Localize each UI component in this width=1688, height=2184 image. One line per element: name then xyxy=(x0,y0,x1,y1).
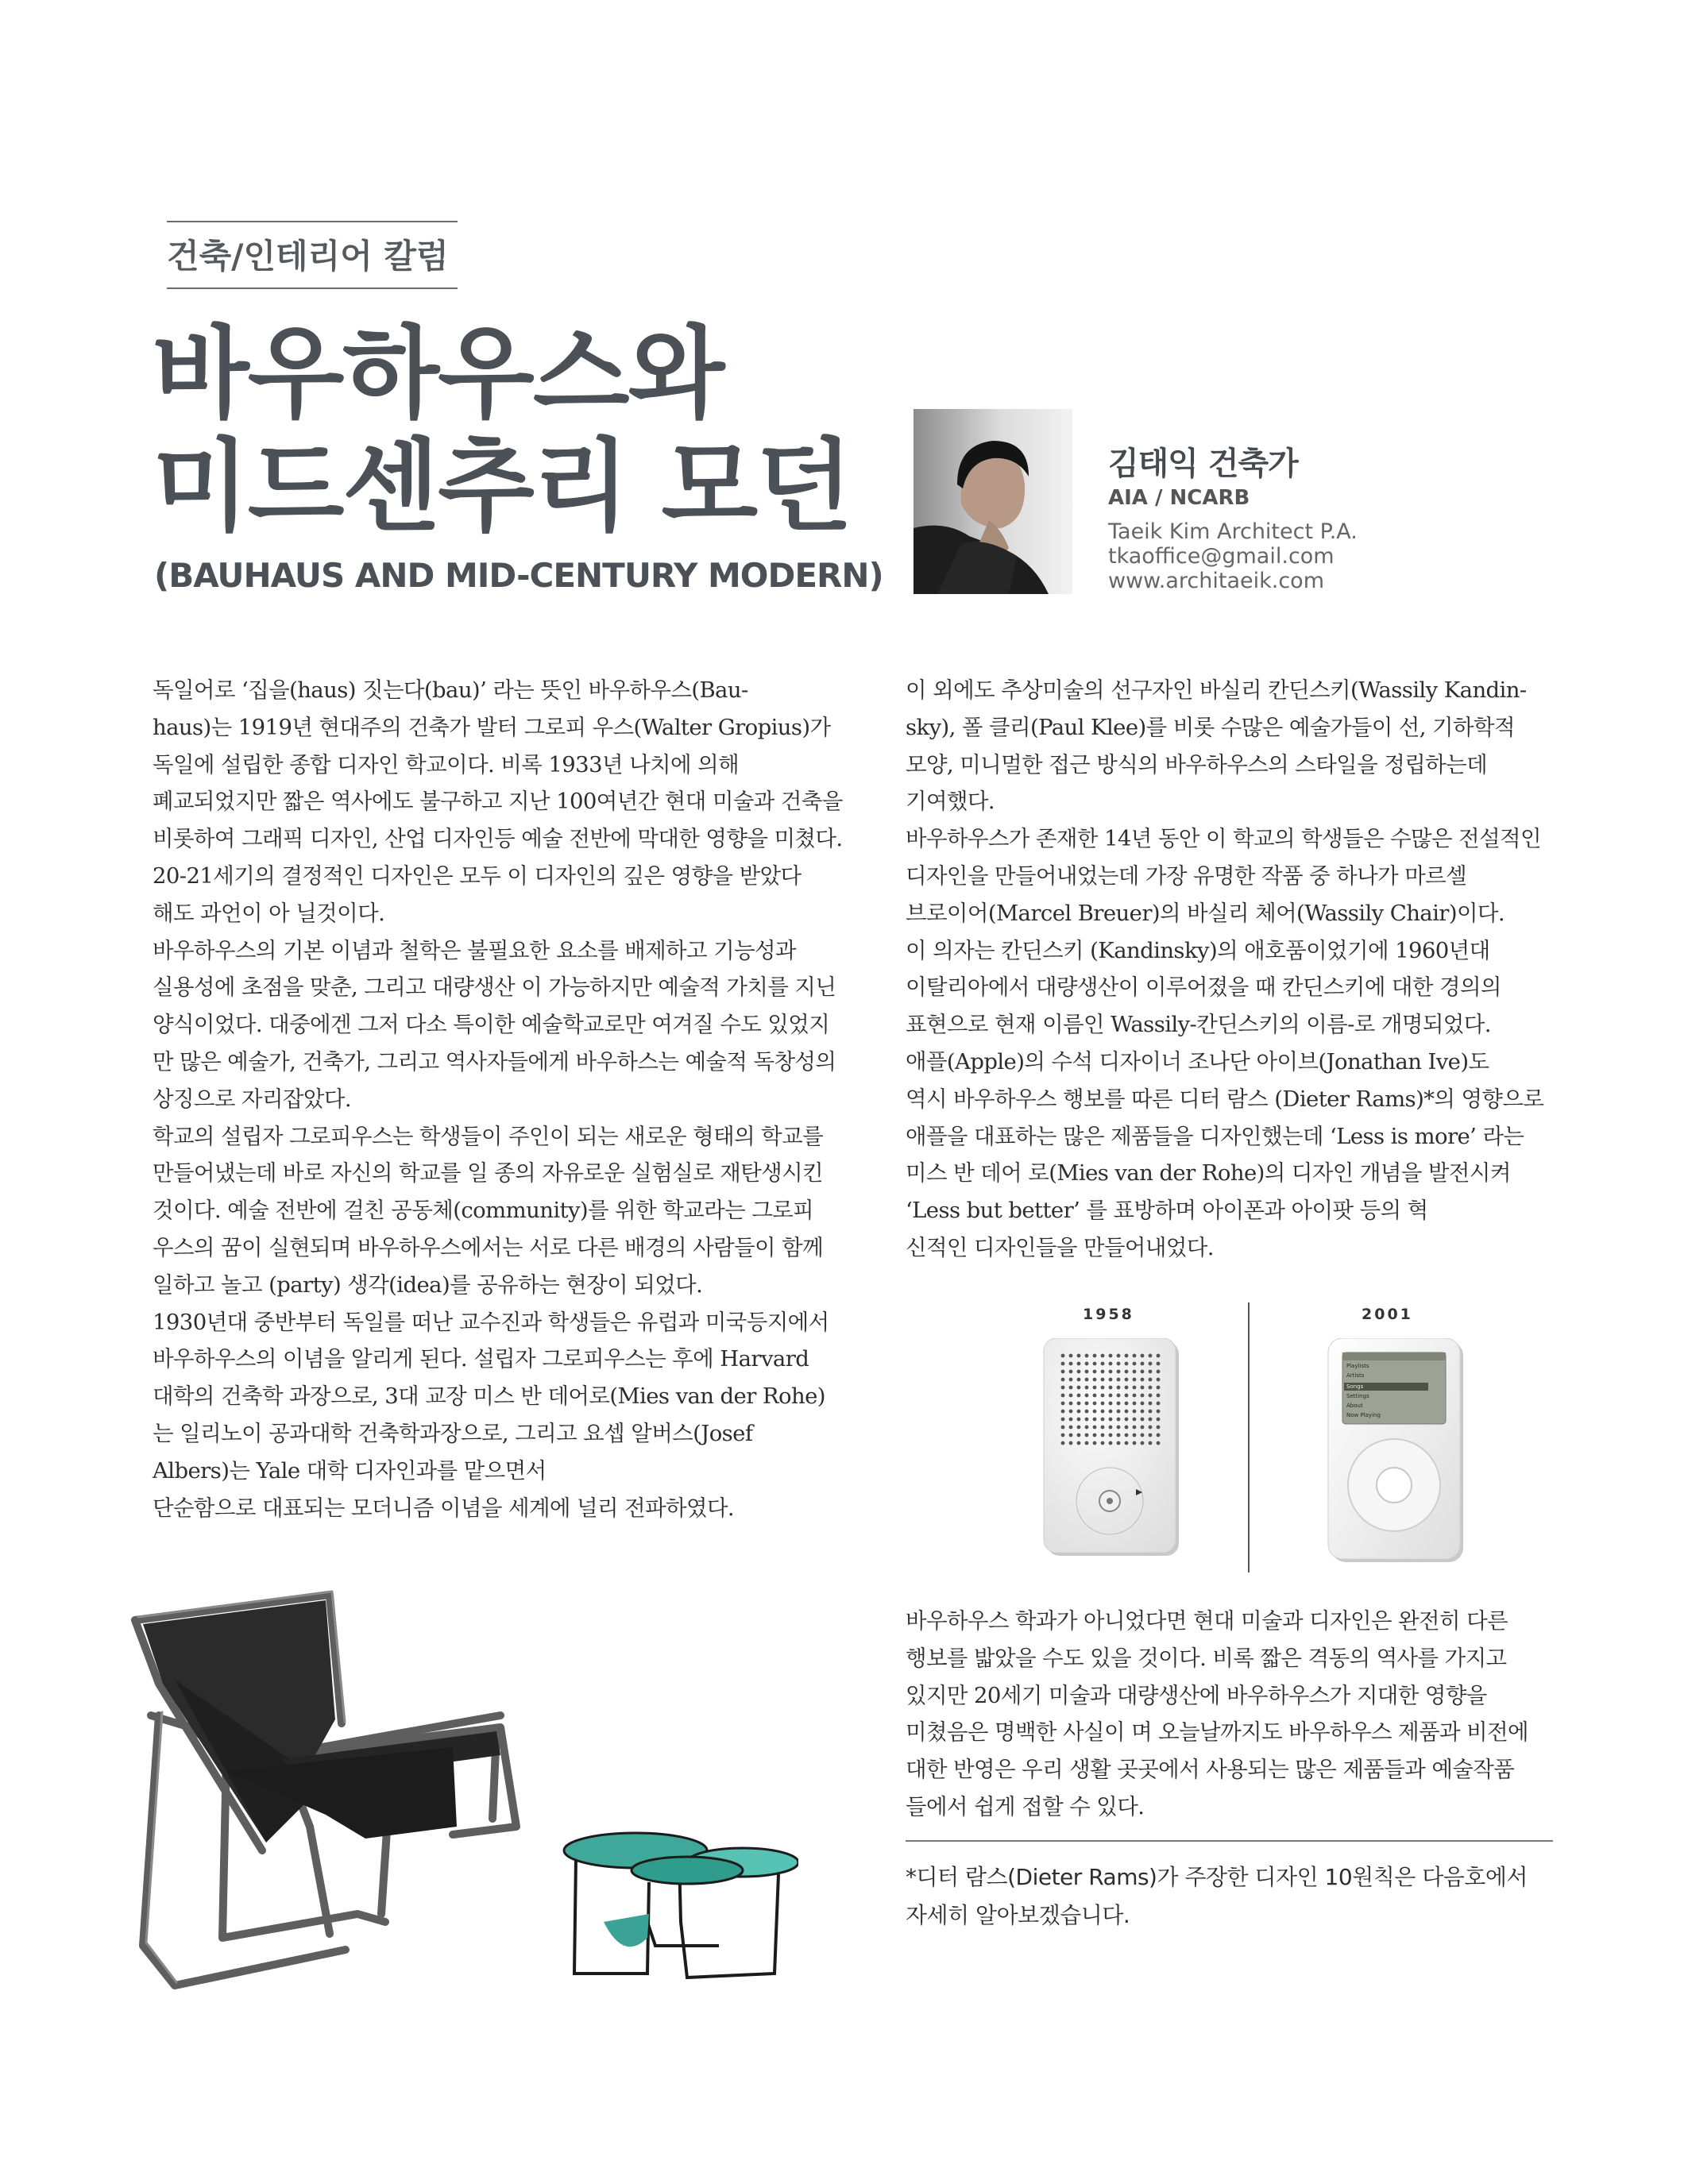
speaker-hole xyxy=(1149,1386,1153,1390)
speaker-hole xyxy=(1061,1418,1065,1422)
speaker-hole xyxy=(1117,1402,1121,1406)
ipod-menu-item: Now Playing xyxy=(1346,1412,1381,1418)
speaker-hole xyxy=(1061,1386,1065,1390)
speaker-hole xyxy=(1093,1354,1097,1358)
paragraph-line: 해도 과언이 아 닐것이다. xyxy=(153,900,385,926)
speaker-hole xyxy=(1149,1426,1153,1430)
paragraph-line: 이 의자는 칸딘스키 (Kandinsky)의 애호품이었기에 1960년대 xyxy=(906,937,1490,963)
paragraph-line: 1930년대 중반부터 독일를 떠난 교수진과 학생들은 유럽과 미국등지에서 xyxy=(153,1309,829,1335)
paragraph-line: 애플을 대표하는 많은 제품들을 디자인했는데 ‘Less is more’ 라는 xyxy=(906,1123,1524,1149)
article-conclusion xyxy=(906,1603,1581,1826)
paragraph-line: 표현으로 현재 이름인 Wassily-칸딘스키의 이름-로 개명되었다. xyxy=(906,1012,1491,1038)
paragraph-line: 일하고 놀고 (party) 생각(idea)를 공유하는 현장이 되었다. xyxy=(153,1271,703,1298)
speaker-hole xyxy=(1109,1433,1113,1437)
speaker-hole xyxy=(1093,1362,1097,1366)
speaker-hole xyxy=(1157,1418,1161,1422)
speaker-hole xyxy=(1077,1410,1081,1414)
speaker-hole xyxy=(1069,1402,1073,1406)
speaker-hole xyxy=(1125,1362,1129,1366)
speaker-hole xyxy=(1069,1418,1073,1422)
speaker-hole xyxy=(1069,1426,1073,1430)
speaker-hole xyxy=(1149,1410,1153,1414)
speaker-hole xyxy=(1157,1354,1161,1358)
speaker-hole xyxy=(1117,1354,1121,1358)
speaker-hole xyxy=(1093,1441,1097,1445)
paragraph-line: 는 일리노이 공과대학 건축학과장으로, 그리고 요셉 알버스(Josef xyxy=(153,1420,753,1446)
speaker-hole xyxy=(1125,1433,1129,1437)
paragraph-line: 바우하우스의 이념을 알리게 된다. 설립자 그로피우스는 후에 Harvard xyxy=(153,1346,809,1372)
speaker-hole xyxy=(1093,1386,1097,1390)
speaker-hole xyxy=(1141,1410,1145,1414)
ipod-menu-item: Songs xyxy=(1346,1383,1364,1390)
speaker-hole xyxy=(1125,1402,1129,1406)
paragraph-line: sky), 폴 클리(Paul Klee)를 비롯 수많은 예술가들이 선, 기하학적 xyxy=(906,714,1515,740)
side-table-image xyxy=(560,1827,798,1989)
speaker-hole xyxy=(1061,1433,1065,1437)
paragraph-line: 비롯하여 그래픽 디자인, 산업 디자인등 예술 전반에 막대한 영향을 미쳤다. xyxy=(153,826,843,852)
speaker-hole xyxy=(1133,1418,1137,1422)
paragraph-line: 미스 반 데어 로(Mies van der Rohe)의 디자인 개념을 발전시켜 xyxy=(906,1160,1511,1187)
speaker-hole xyxy=(1085,1362,1089,1366)
speaker-hole xyxy=(1101,1441,1105,1445)
speaker-hole xyxy=(1133,1378,1137,1382)
speaker-hole xyxy=(1141,1362,1145,1366)
speaker-hole xyxy=(1085,1410,1089,1414)
paragraph-line: 단순함으로 대표되는 모더니즘 이념을 세계에 널리 전파하였다. xyxy=(153,1495,735,1521)
speaker-hole xyxy=(1061,1410,1065,1414)
speaker-hole xyxy=(1085,1386,1089,1390)
paragraph-line: 만들어냈는데 바로 자신의 학교를 일 종의 자유로운 실험실로 재탄생시킨 xyxy=(153,1160,824,1187)
speaker-hole xyxy=(1133,1354,1137,1358)
speaker-hole xyxy=(1085,1402,1089,1406)
speaker-hole xyxy=(1157,1378,1161,1382)
footnote xyxy=(906,1858,1581,1935)
speaker-hole xyxy=(1157,1386,1161,1390)
author-email[interactable]: tkaoffice@gmail.com xyxy=(1108,544,1335,569)
ipod-menu-item: Settings xyxy=(1346,1393,1369,1399)
speaker-hole xyxy=(1117,1433,1121,1437)
speaker-hole xyxy=(1125,1378,1129,1382)
paragraph-line: Albers)는 Yale 대학 디자인과를 맡으면서 xyxy=(153,1457,547,1484)
speaker-hole xyxy=(1069,1378,1073,1382)
speaker-hole xyxy=(1101,1402,1105,1406)
speaker-hole xyxy=(1077,1378,1081,1382)
speaker-hole xyxy=(1109,1410,1113,1414)
speaker-hole xyxy=(1149,1418,1153,1422)
speaker-hole xyxy=(1141,1441,1145,1445)
paragraph-line: 20-21세기의 결정적인 디자인은 모두 이 디자인의 깊은 영향을 받았다 xyxy=(153,862,802,889)
speaker-hole xyxy=(1133,1394,1137,1398)
speaker-hole xyxy=(1069,1362,1073,1366)
speaker-hole xyxy=(1109,1418,1113,1422)
page-subtitle: (BAUHAUS AND MID-CENTURY MODERN) xyxy=(154,556,883,595)
speaker-hole xyxy=(1117,1362,1121,1366)
paragraph-line: 폐교되었지만 짧은 역사에도 불구하고 지난 100여년간 현대 미술과 건축을 xyxy=(153,789,843,815)
speaker-hole xyxy=(1133,1370,1137,1374)
footnote-divider xyxy=(906,1840,1553,1842)
speaker-hole xyxy=(1093,1433,1097,1437)
speaker-hole xyxy=(1149,1441,1153,1445)
speaker-hole xyxy=(1069,1433,1073,1437)
speaker-hole xyxy=(1141,1426,1145,1430)
speaker-hole xyxy=(1109,1370,1113,1374)
paragraph-line: 들에서 쉽게 접할 수 있다. xyxy=(906,1793,1145,1819)
speaker-hole xyxy=(1061,1378,1065,1382)
speaker-hole xyxy=(1069,1441,1073,1445)
speaker-hole xyxy=(1101,1354,1105,1358)
title-line-2: 미드센추리 모던 xyxy=(153,428,852,545)
speaker-hole xyxy=(1085,1354,1089,1358)
speaker-hole xyxy=(1133,1386,1137,1390)
speaker-hole xyxy=(1069,1354,1073,1358)
speaker-hole xyxy=(1157,1394,1161,1398)
speaker-hole xyxy=(1125,1418,1129,1422)
title-line-1: 바우하우스와 xyxy=(153,315,724,432)
speaker-hole xyxy=(1125,1426,1129,1430)
speaker-hole xyxy=(1077,1418,1081,1422)
speaker-hole xyxy=(1141,1386,1145,1390)
speaker-hole xyxy=(1061,1394,1065,1398)
speaker-hole xyxy=(1069,1394,1073,1398)
paragraph-line: 브로이어(Marcel Breuer)의 바실리 체어(Wassily Chair)이다. xyxy=(906,900,1505,926)
braun-radio-image xyxy=(1033,1338,1192,1564)
paragraph-line: 바우하우스 학과가 아니었다면 현대 미술과 디자인은 완전히 다른 xyxy=(906,1608,1508,1634)
speaker-hole xyxy=(1149,1394,1153,1398)
speaker-hole xyxy=(1109,1378,1113,1382)
speaker-hole xyxy=(1101,1370,1105,1374)
article-right-column xyxy=(906,672,1581,1267)
paragraph-line: 미쳤음은 명백한 사실이 며 오늘날까지도 바우하우스 제품과 비전에 xyxy=(906,1719,1529,1746)
speaker-hole xyxy=(1117,1441,1121,1445)
paragraph-line: ‘Less but better’ 를 표방하며 아이폰과 아이팟 등의 혁 xyxy=(906,1198,1428,1224)
paragraph-line: 대학의 건축학 과장으로, 3대 교장 미스 반 데어로(Mies van der Rohe) xyxy=(153,1383,825,1410)
author-contact xyxy=(1108,519,1358,593)
paragraph-line: 독일어로 ‘집을(haus) 짓는다(bau)’ 라는 뜻인 바우하우스(Bau- xyxy=(153,677,748,703)
speaker-hole xyxy=(1125,1370,1129,1374)
speaker-hole xyxy=(1125,1394,1129,1398)
speaker-hole xyxy=(1125,1354,1129,1358)
speaker-hole xyxy=(1093,1402,1097,1406)
speaker-hole xyxy=(1077,1386,1081,1390)
speaker-hole xyxy=(1157,1433,1161,1437)
speaker-hole xyxy=(1085,1441,1089,1445)
speaker-hole xyxy=(1157,1370,1161,1374)
year-label-2001: 2001 xyxy=(1362,1306,1413,1323)
speaker-hole xyxy=(1149,1362,1153,1366)
speaker-hole xyxy=(1125,1410,1129,1414)
speaker-hole xyxy=(1133,1441,1137,1445)
speaker-hole xyxy=(1077,1394,1081,1398)
paragraph-line: 대한 반영은 우리 생활 곳곳에서 사용되는 많은 제품들과 예술작품 xyxy=(906,1757,1515,1783)
paragraph-line: 기여했다. xyxy=(906,789,995,815)
speaker-hole xyxy=(1141,1354,1145,1358)
speaker-hole xyxy=(1149,1378,1153,1382)
speaker-hole xyxy=(1133,1410,1137,1414)
speaker-hole xyxy=(1109,1354,1113,1358)
speaker-hole xyxy=(1117,1426,1121,1430)
paragraph-line: 것이다. 예술 전반에 걸친 공동체(community)를 위한 학교라는 그로피 xyxy=(153,1198,814,1224)
paragraph-line: 모양, 미니멀한 접근 방식의 바우하우스의 스타일을 정립하는데 xyxy=(906,751,1488,778)
speaker-hole xyxy=(1101,1362,1105,1366)
speaker-hole xyxy=(1141,1433,1145,1437)
speaker-hole xyxy=(1077,1354,1081,1358)
speaker-hole xyxy=(1101,1418,1105,1422)
author-name: 김태익 건축가 xyxy=(1108,446,1298,482)
speaker-hole xyxy=(1093,1370,1097,1374)
speaker-hole xyxy=(1125,1441,1129,1445)
speaker-hole xyxy=(1157,1426,1161,1430)
speaker-hole xyxy=(1109,1402,1113,1406)
article-left-column xyxy=(153,672,867,1526)
speaker-hole xyxy=(1149,1354,1153,1358)
speaker-hole xyxy=(1157,1410,1161,1414)
author-portrait xyxy=(914,409,1072,594)
speaker-hole xyxy=(1077,1402,1081,1406)
paragraph-line: 애플(Apple)의 수석 디자이너 조나단 아이브(Jonathan Ive)도 xyxy=(906,1048,1489,1075)
speaker-hole xyxy=(1061,1441,1065,1445)
speaker-hole xyxy=(1109,1441,1113,1445)
speaker-hole xyxy=(1149,1433,1153,1437)
year-label-1958: 1958 xyxy=(1083,1306,1134,1323)
paragraph-line: 독일에 설립한 종합 디자인 학교이다. 비록 1933년 나치에 의해 xyxy=(153,751,740,778)
speaker-hole xyxy=(1141,1418,1145,1422)
speaker-hole xyxy=(1133,1433,1137,1437)
speaker-hole xyxy=(1085,1426,1089,1430)
speaker-hole xyxy=(1093,1410,1097,1414)
speaker-hole xyxy=(1085,1433,1089,1437)
speaker-hole xyxy=(1101,1394,1105,1398)
author-website[interactable]: www.architaeik.com xyxy=(1108,569,1324,593)
wassily-chair-image xyxy=(127,1588,572,2005)
figure-divider xyxy=(1248,1302,1250,1572)
speaker-hole xyxy=(1077,1370,1081,1374)
paragraph-line: 바우하우스가 존재한 14년 동안 이 학교의 학생들은 수많은 전설적인 xyxy=(906,826,1541,852)
author-credentials: AIA / NCARB xyxy=(1108,486,1250,510)
speaker-hole xyxy=(1157,1441,1161,1445)
ipod-menu-item: About xyxy=(1346,1403,1363,1409)
speaker-hole xyxy=(1141,1370,1145,1374)
speaker-hole xyxy=(1077,1441,1081,1445)
speaker-hole xyxy=(1061,1370,1065,1374)
speaker-hole xyxy=(1093,1418,1097,1422)
paragraph-line: 만 많은 예술가, 건축가, 그리고 역사자들에게 바우하스는 예술적 독창성의 xyxy=(153,1048,836,1075)
speaker-hole xyxy=(1101,1378,1105,1382)
paragraph-line: 있지만 20세기 미술과 대량생산에 바우하우스가 지대한 영향을 xyxy=(906,1682,1487,1708)
speaker-hole xyxy=(1077,1362,1081,1366)
speaker-hole xyxy=(1069,1410,1073,1414)
speaker-hole xyxy=(1109,1394,1113,1398)
speaker-hole xyxy=(1149,1370,1153,1374)
speaker-hole xyxy=(1133,1362,1137,1366)
speaker-hole xyxy=(1133,1402,1137,1406)
speaker-hole xyxy=(1101,1426,1105,1430)
ipod-image xyxy=(1327,1338,1470,1568)
speaker-hole xyxy=(1141,1378,1145,1382)
speaker-hole xyxy=(1061,1362,1065,1366)
paragraph-line: 행보를 밟았을 수도 있을 것이다. 비록 짧은 격동의 역사를 가지고 xyxy=(906,1645,1507,1671)
paragraph-line: 디자인을 만들어내었는데 가장 유명한 작품 중 하나가 마르셀 xyxy=(906,862,1467,889)
paragraph-line: 학교의 설립자 그로피우스는 학생들이 주인이 되는 새로운 형태의 학교를 xyxy=(153,1123,824,1149)
paragraph-line: 상징으로 자리잡았다. xyxy=(153,1086,351,1112)
ipod-menu-item: Artists xyxy=(1346,1372,1365,1379)
speaker-hole xyxy=(1093,1394,1097,1398)
section-label: 건축/인테리어 칼럼 xyxy=(167,221,458,289)
speaker-hole xyxy=(1117,1386,1121,1390)
speaker-hole xyxy=(1157,1362,1161,1366)
speaker-hole xyxy=(1101,1386,1105,1390)
footnote-line: 자세히 알아보겠습니다. xyxy=(906,1902,1130,1928)
paragraph-line: haus)는 1919년 현대주의 건축가 발터 그로피 우스(Walter Gropius)가 xyxy=(153,714,831,740)
paragraph-line: 이탈리아에서 대량생산이 이루어졌을 때 칸딘스키에 대한 경의의 xyxy=(906,974,1501,1001)
speaker-hole xyxy=(1109,1386,1113,1390)
speaker-hole xyxy=(1117,1394,1121,1398)
speaker-hole xyxy=(1085,1378,1089,1382)
speaker-hole xyxy=(1085,1370,1089,1374)
speaker-hole xyxy=(1141,1402,1145,1406)
speaker-hole xyxy=(1101,1410,1105,1414)
paragraph-line: 바우하우스의 기본 이념과 철학은 불필요한 요소를 배제하고 기능성과 xyxy=(153,937,796,963)
paragraph-line: 우스의 꿈이 실현되며 바우하우스에서는 서로 다른 배경의 사람들이 함께 xyxy=(153,1234,824,1260)
speaker-hole xyxy=(1101,1433,1105,1437)
speaker-hole xyxy=(1061,1354,1065,1358)
speaker-hole xyxy=(1061,1402,1065,1406)
speaker-hole xyxy=(1077,1426,1081,1430)
speaker-hole xyxy=(1157,1402,1161,1406)
speaker-hole xyxy=(1117,1418,1121,1422)
paragraph-line: 이 외에도 추상미술의 선구자인 바실리 칸딘스키(Wassily Kandin- xyxy=(906,677,1527,703)
paragraph-line: 실용성에 초점을 맞춘, 그리고 대량생산 이 가능하지만 예술적 가치를 지닌 xyxy=(153,974,836,1001)
speaker-hole xyxy=(1093,1426,1097,1430)
page-title xyxy=(153,315,852,545)
speaker-hole xyxy=(1093,1378,1097,1382)
speaker-hole xyxy=(1141,1394,1145,1398)
speaker-hole xyxy=(1117,1410,1121,1414)
speaker-hole xyxy=(1077,1433,1081,1437)
paragraph-line: 양식이었다. 대중에겐 그저 다소 특이한 예술학교로만 여겨질 수도 있었지 xyxy=(153,1012,830,1038)
speaker-hole xyxy=(1069,1386,1073,1390)
speaker-hole xyxy=(1109,1362,1113,1366)
speaker-hole xyxy=(1109,1426,1113,1430)
paragraph-line: 역시 바우하우스 행보를 따른 디터 람스 (Dieter Rams)*의 영향으로 xyxy=(906,1086,1544,1112)
speaker-hole xyxy=(1061,1426,1065,1430)
ipod-menu-item: Playlists xyxy=(1346,1363,1369,1369)
speaker-hole xyxy=(1117,1370,1121,1374)
speaker-hole xyxy=(1125,1386,1129,1390)
author-firm: Taeik Kim Architect P.A. xyxy=(1108,519,1358,544)
speaker-hole xyxy=(1085,1394,1089,1398)
speaker-hole xyxy=(1117,1378,1121,1382)
speaker-hole xyxy=(1149,1402,1153,1406)
speaker-hole xyxy=(1069,1370,1073,1374)
paragraph-line: 신적인 디자인들을 만들어내었다. xyxy=(906,1234,1214,1260)
speaker-hole xyxy=(1133,1426,1137,1430)
speaker-hole xyxy=(1085,1418,1089,1422)
footnote-line: *디터 람스(Dieter Rams)가 주장한 디자인 10원칙은 다음호에서 xyxy=(906,1864,1528,1890)
